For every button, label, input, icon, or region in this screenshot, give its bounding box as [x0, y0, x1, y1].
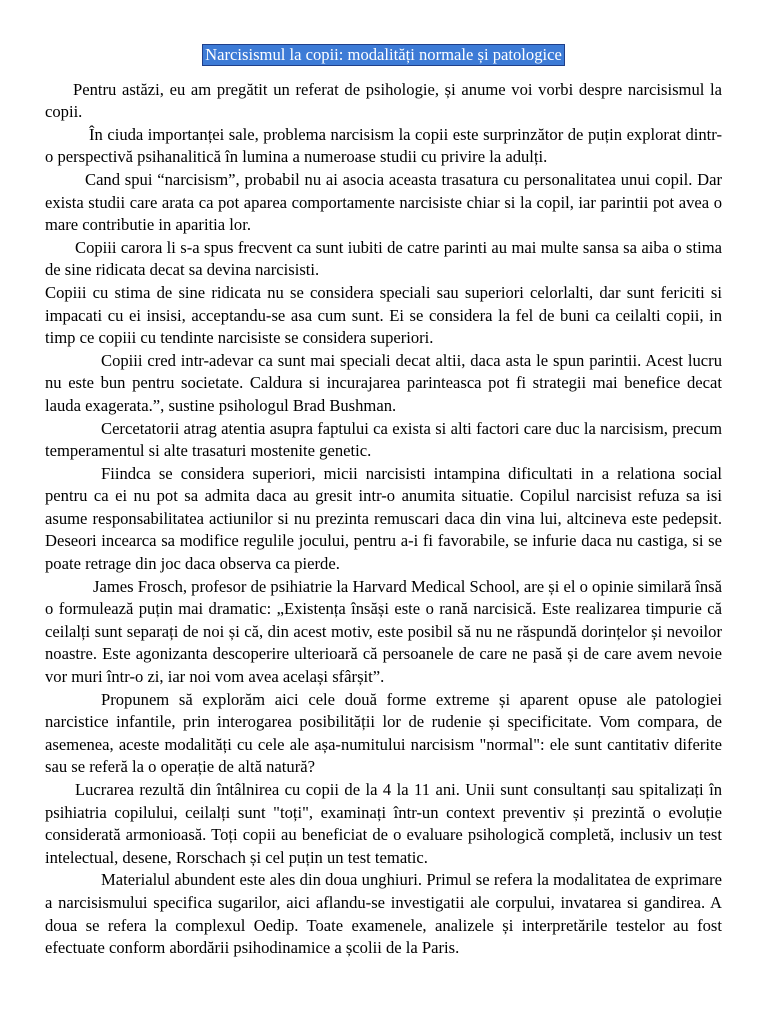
paragraph: Pentru astăzi, eu am pregătit un referat de psihologie, și anume voi vorbi despre narcisismul la copii. — [45, 79, 722, 122]
paragraph: Copiii cred intr-adevar ca sunt mai speciali decat altii, daca asta le spun parintii. Acest lucru nu este bun pentru societate. Caldura si incurajarea parinteasca pot fi strategii mai benefice decat lauda exagerata.”, sustine psihologul Brad Bushman. — [45, 350, 722, 415]
document-page — [45, 44, 722, 960]
paragraph: Lucrarea rezultă din întâlnirea cu copii de la 4 la 11 ani. Unii sunt consultanți sau spitalizați în psihiatria copilului, ceilalți sunt "toți", examinați într-un context preventiv și prezintă o evoluție considerată armonioasă. Toți copii au beneficiat de o evaluare psihologică completă, inclusiv un test intelectual, desene, Rorschach și cel puțin un test tematic. — [45, 780, 722, 867]
document-title[interactable]: Narcisismul la copii: modalități normale și patologice — [202, 44, 565, 66]
paragraph: Materialul abundent este ales din doua unghiuri. Primul se refera la modalitatea de exprimare a narcisismului specifica sugarilor, aici aflandu-se investigatii ale corpului, invatarea si gandirea. A doua se refera la complexul Oedip. Toate examenele, analizele și interpretările testelor au fost efectuate conform abordării psihodinamice a școlii de la Paris. — [45, 870, 722, 958]
title-container — [45, 44, 722, 67]
paragraph: Propunem să explorăm aici cele două forme extreme și aparent opuse ale patologiei narcistice infantile, prin interogarea posibilității lor de rudenie și specificitate. Vom compara, de asemenea, aceste modalități cu cele ale așa-numitului narcisism "normal": ele sunt cantitativ diferite sau se referă la o operație de altă natură? — [45, 689, 722, 777]
paragraph: În ciuda importanței sale, problema narcisism la copii este surprinzător de puțin explorat dintr-o perspectivă psihanalitică în lumina a numeroase studii cu privire la adulți. — [45, 124, 722, 167]
paragraph: Copiii carora li s-a spus frecvent ca sunt iubiti de catre parinti au mai multe sansa sa aiba o stima de sine ridicata decat sa devina narcisisti. — [45, 237, 722, 280]
paragraph: Copiii cu stima de sine ridicata nu se considera speciali sau superiori celorlalti, dar sunt fericiti si impacati cu ei insisi, acceptandu-se asa cum sunt. Ei se considera la fel de buni ca ceilalti copii, in timp ce copiii cu tendinte narcisiste se considera superiori. — [45, 282, 722, 348]
paragraph: Cand spui “narcisism”, probabil nu ai asocia aceasta trasatura cu personalitatea unui copil. Dar exista studii care arata ca pot aparea comportamente narcisiste chiar si la copil, iar parintii pot avea o mare contributie in aparitia lor. — [45, 169, 722, 235]
paragraph: Fiindca se considera superiori, micii narcisisti intampina dificultati in a relationa social pentru ca ei nu pot sa admita daca au gresit intr-o anumita situatie. Copilul narcisist refuza sa isi asume responsabilitatea actiunilor si nu prezinta remuscari daca din vina lui, altcineva este pedepsit. Deseori incearca sa modifice regulile jocului, pentru a-i fi favorabile, se infurie daca nu castiga, si se poate retrage din joc daca observa ca pierde. — [45, 463, 722, 574]
paragraph: James Frosch, profesor de psihiatrie la Harvard Medical School, are și el o opinie similară însă o formulează puțin mai dramatic: „Existența însăși este o rană narcisică. Este realizarea timpurie că ceilalți sunt separați de noi și că, din acest motiv, este posibil să nu ne răspundă dorințelor și nevoilor noastre. Este agonizanta descoperire ulterioară că persoanele de care ne pasă și de care avem nevoie vor muri într-o zi, iar noi vom avea același sfârșit”. — [45, 576, 722, 687]
paragraph: Cercetatorii atrag atentia asupra faptului ca exista si alti factori care duc la narcisism, precum temperamentul si alte trasaturi mostenite genetic. — [45, 418, 722, 461]
